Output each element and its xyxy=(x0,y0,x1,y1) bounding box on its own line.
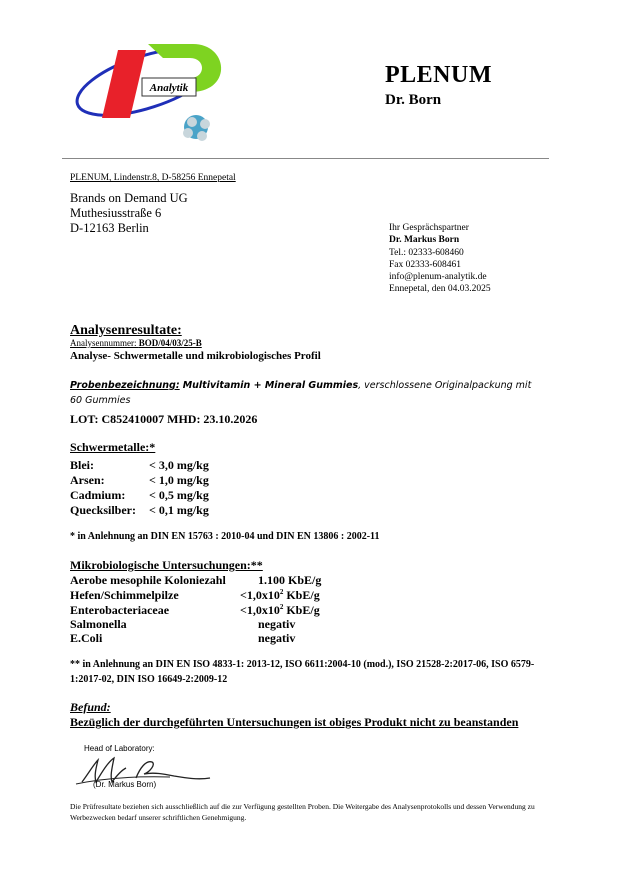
recipient-line: Brands on Demand UG xyxy=(70,191,188,205)
metal-name: Arsen: xyxy=(70,473,105,487)
microbiology-title: Mikrobiologische Untersuchungen:** xyxy=(70,558,263,572)
contact-tel: Tel.: 02333-608460 xyxy=(389,248,464,258)
micro-value: $<1,0x10^2$ KbE/g xyxy=(240,603,320,617)
contact-label: Ihr Gesprächspartner xyxy=(389,223,469,233)
metal-value: < 3,0 mg/kg xyxy=(149,458,209,472)
microbiology-note: ** in Anlehnung an DIN EN ISO 4833-1: 2013-12, ISO 6611:2004-10 (mod.), ISO 21528-2:2017-06, ISO 6579-1:2017-02, DIN ISO 16649-2:2009-12 xyxy=(70,659,535,685)
micro-value: negativ xyxy=(258,617,296,631)
company-name: PLENUM xyxy=(385,62,492,88)
metal-name: Blei: xyxy=(70,458,94,472)
logo-label: Analytik xyxy=(149,82,189,94)
micro-value: 1.100 KbE/g xyxy=(258,573,322,587)
contact-email: info@plenum-analytik.de xyxy=(389,272,487,282)
micro-value: negativ xyxy=(258,631,296,645)
metal-value: < 0,1 mg/kg xyxy=(149,503,209,517)
report-title: Analysenresultate: xyxy=(70,323,182,338)
signature-head: Head of Laboratory: xyxy=(84,744,155,753)
footer-disclaimer: Die Prüfresultate beziehen sich ausschließlich auf die zur Verfügung gestellten Proben. Die Weitergabe des Analysenprotokolls und dessen Verwendung zu Werbezwecken bedarf unserer schriftlichen Genehmigung. xyxy=(70,802,535,822)
lot-mhd: LOT: C852410007 MHD: 23.10.2026 xyxy=(70,412,258,426)
company-subtitle: Dr. Born xyxy=(385,92,442,108)
recipient-line: D-12163 Berlin xyxy=(70,221,149,235)
micro-name: Enterobacteriaceae xyxy=(70,603,170,617)
micro-name: Salmonella xyxy=(70,617,127,631)
heavy-metals-note: * in Anlehnung an DIN EN 15763 : 2010-04 und DIN EN 13806 : 2002-11 xyxy=(70,531,380,542)
place-date: Ennepetal, den 04.03.2025 xyxy=(389,284,491,294)
analysis-number: Analysennummer: BOD/04/03/25-B xyxy=(70,338,202,348)
recipient-line: Muthesiusstraße 6 xyxy=(70,206,162,220)
contact-name: Dr. Markus Born xyxy=(389,235,460,245)
befund-text: Bezüglich der durchgeführten Untersuchungen ist obiges Produkt nicht zu beanstanden xyxy=(70,715,519,729)
molecule-icon xyxy=(183,115,210,141)
contact-fax: Fax 02333-608461 xyxy=(389,260,462,270)
sample-description: Probenbezeichnung: Multivitamin + Mineral Gummies, verschlossene Originalpackung mit 60 Gummies xyxy=(70,380,532,406)
analysis-description: Analyse- Schwermetalle und mikrobiologisches Profil xyxy=(70,350,321,362)
logo-red-shape xyxy=(102,50,146,118)
micro-value: $<1,0x10^2$ KbE/g xyxy=(240,588,320,602)
metal-name: Cadmium: xyxy=(70,488,126,502)
sender-line: PLENUM, Lindenstr.8, D-58256 Ennepetal xyxy=(70,173,236,183)
befund-label: Befund: xyxy=(70,700,111,714)
header-divider xyxy=(62,158,549,159)
metal-name: Quecksilber: xyxy=(70,503,136,517)
plenum-logo xyxy=(68,30,248,150)
metal-value: < 1,0 mg/kg xyxy=(149,473,209,487)
micro-name: Hefen/Schimmelpilze xyxy=(70,588,179,602)
heavy-metals-title: Schwermetalle:* xyxy=(70,440,156,454)
signature-name: (Dr. Markus Born) xyxy=(93,780,157,789)
metal-value: < 0,5 mg/kg xyxy=(149,488,209,502)
micro-name: E.Coli xyxy=(70,631,103,645)
micro-name: Aerobe mesophile Koloniezahl xyxy=(70,573,226,587)
